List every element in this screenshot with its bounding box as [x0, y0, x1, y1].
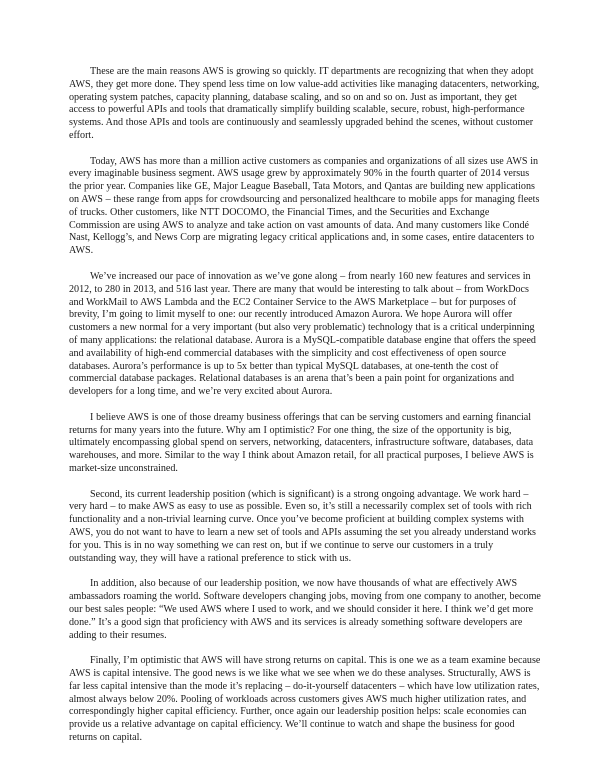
paragraph-leadership-position: Second, its current leadership position (which is significant) is a strong ongoing advantage. We work hard – very hard – to make AWS as easy to use as possible. Even so, it’s still a necessarily complex set of tools with rich functionality and a non-trivial learning curve. Once you’ve become proficient at building complex systems with AWS, you do not want to have to learn a new set of tools and APIs assuming the set you already understand works for you. This is in no way something we can rest on, but if we continue to serve our customers in a truly outstanding way, they will have a rational preference to stick with us.	[69, 488, 536, 564]
paragraph-aws-ambassadors: In addition, also because of our leadership position, we now have thousands of what are effectively AWS ambassadors roaming the world. Software developers changing jobs, moving from one company to another, become our best sales people: “We used AWS where I used to work, and we should consider it here. I think we’d get more done.” It’s a good sign that proficiency with AWS and its services is already something software developers are adding to their resumes.	[69, 578, 541, 641]
paragraph-aws-growth-reasons: These are the main reasons AWS is growing so quickly. IT departments are recognizing that when they adopt AWS, they get more done. They spend less time on low value-add activities like managing datacenters, networking, operating system patches, capacity planning, database scaling, and so on and so on. Just as important, they get access to powerful APIs and tools that dramatically simplify building scalable, secure, robust, high-performance systems. And those APIs and tools are continuously and seamlessly upgraded behind the scenes, without customer effort.	[69, 66, 540, 141]
paragraph-aws-customers: Today, AWS has more than a million active customers as companies and organizations of all sizes use AWS in every imaginable business segment. AWS usage grew by approximately 90% in the fourth quarter of 2014 versus the prior year. Companies like GE, Major League Baseball, Tata Motors, and Qantas are building new applications on AWS – these range from apps for crowdsourcing and personalized healthcare to mobile apps for managing fleets of trucks. Other customers, like NTT DOCOMO, the Financial Times, and the Securities and Exchange Commission are using AWS to analyze and take action on vast amounts of data. And many customers like Condé Nast, Kellogg’s, and News Corp are migrating legacy critical applications and, in some cases, entire datacenters to AWS.	[69, 155, 540, 257]
paragraph-market-size: I believe AWS is one of those dreamy business offerings that can be serving customers and earning financial returns for many years into the future. Why am I optimistic? For one thing, the size of the opportunity is big, ultimately encompassing global spend on servers, networking, datacenters, infrastructure software, databases, data warehouses, and more. Similar to the way I think about Amazon retail, for all practical purposes, I believe AWS is market-size unconstrained.	[69, 411, 534, 474]
paragraph-innovation-aurora: We’ve increased our pace of innovation as we’ve gone along – from nearly 160 new features and services in 2012, to 280 in 2013, and 516 last year. There are many that would be interesting to talk about – from WorkDocs and WorkMail to AWS Lambda and the EC2 Container Service to the AWS Marketplace – but for purposes of brevity, I’m going to limit myself to one: our recently introduced Amazon Aurora. We hope Aurora will offer customers a new normal for a very important (but also very problematic) technology that is a critical underpinning of many applications: the relational database. Aurora is a MySQL-compatible database engine that offers the speed and availability of high-end commercial databases with the simplicity and cost effectiveness of open source databases. Aurora’s performance is up to 5x better than typical MySQL databases, at one-tenth the cost of commercial database packages. Relational databases is an arena that’s been a pain point for organizations and developers for a long time, and we’re very excited about Aurora.	[69, 270, 536, 398]
paragraph-returns-on-capital: Finally, I’m optimistic that AWS will have strong returns on capital. This is one we as a team examine because AWS is capital intensive. The good news is we like what we see when we do these analyses. Structurally, AWS is far less capital intensive than the mode it’s replacing – do-it-yourself datacenters – which have low utilization rates, almost always below 20%. Pooling of workloads across customers gives AWS much higher utilization rates, and correspondingly higher capital efficiency. Further, once again our leadership position helps: scale economies can provide us a relative advantage on capital efficiency. We’ll continue to watch and shape the business for good returns on capital.	[69, 655, 541, 743]
